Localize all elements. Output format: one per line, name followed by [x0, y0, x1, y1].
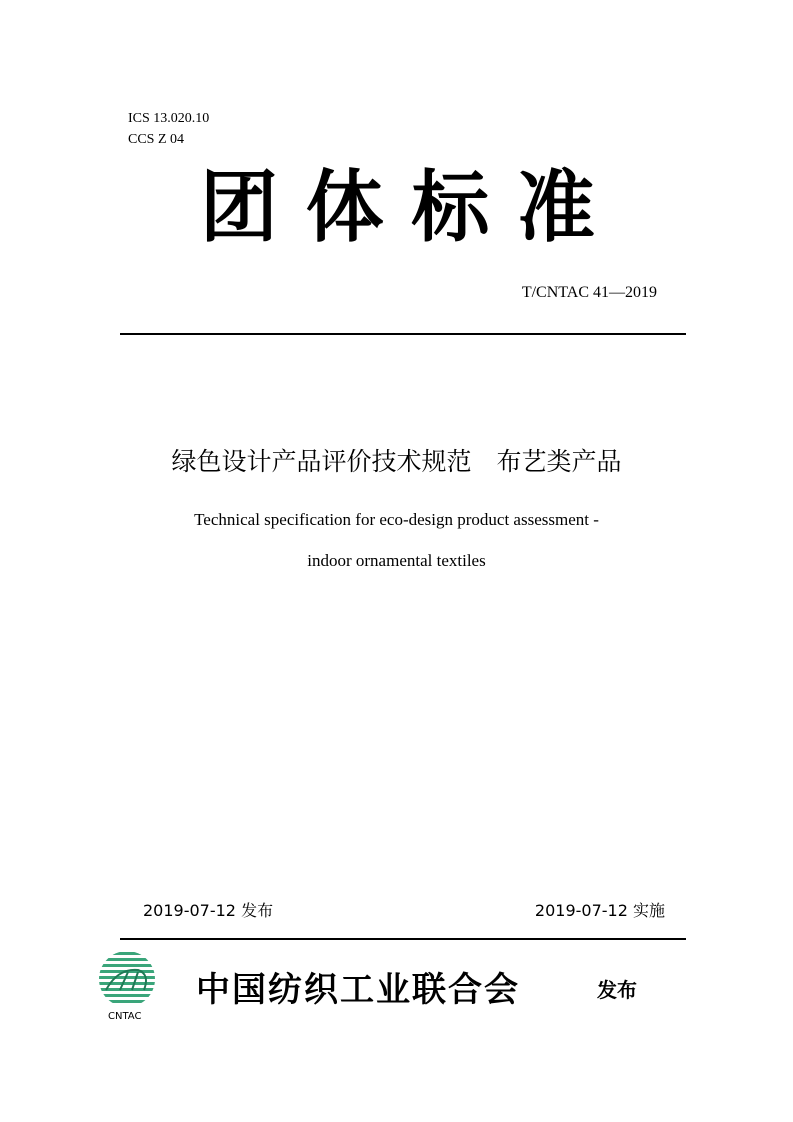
- ics-code: ICS 13.020.10: [128, 111, 210, 126]
- ccs-code: CCS Z 04: [128, 132, 185, 147]
- title-en-line2: indoor ornamental textiles: [307, 551, 486, 570]
- title-en-line1: Technical specification for eco-design product assessment -: [194, 510, 599, 529]
- classification-codes: [128, 108, 209, 150]
- heading-char: 团: [200, 164, 279, 251]
- cntac-logo-icon: [98, 950, 156, 1008]
- standard-number: T/CNTAC 41—2019: [521, 284, 657, 301]
- heading-char: 准: [516, 164, 595, 251]
- standard-type-heading: [200, 158, 595, 258]
- publish-label: 发布: [597, 980, 637, 1002]
- logo-text: CNTAC: [108, 1011, 142, 1022]
- top-divider: [120, 333, 686, 335]
- implement-date: 2019-07-12 实施: [534, 901, 665, 920]
- publisher-name: 中国纺织工业联合会: [196, 970, 520, 1010]
- heading-char: 体: [305, 164, 384, 251]
- title-zh: 绿色设计产品评价技术规范 布艺类产品: [171, 447, 622, 476]
- heading-char: 标: [411, 164, 490, 251]
- issue-date: 2019-07-12 发布: [143, 901, 274, 920]
- bottom-divider: [120, 938, 686, 940]
